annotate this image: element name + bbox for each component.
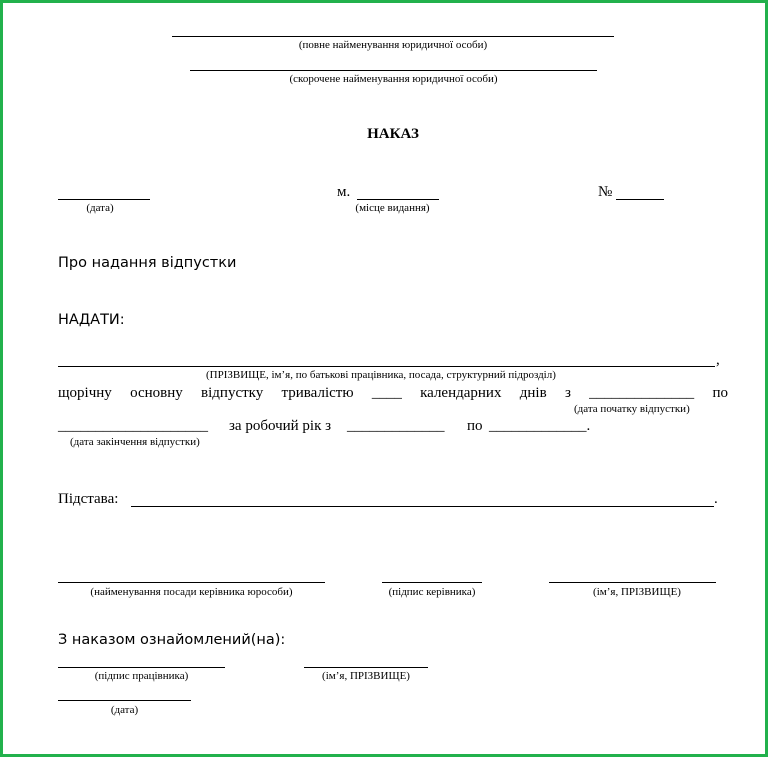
word-by: по xyxy=(467,418,483,434)
date-line[interactable] xyxy=(58,199,150,200)
end-date-blank[interactable]: ____________________ xyxy=(58,418,208,434)
document-title: НАКАЗ xyxy=(367,126,419,142)
start-date-caption: (дата початку відпустки) xyxy=(574,403,690,415)
full-name-caption: (повне найменування юридичної особи) xyxy=(298,39,488,51)
employee-name-caption: (ім’я, ПРІЗВИЩЕ) xyxy=(322,670,410,682)
director-signature-caption: (підпис керівника) xyxy=(388,586,476,598)
position-caption: (найменування посади керівника юрособи) xyxy=(90,586,293,598)
year-from-blank[interactable]: _____________ xyxy=(347,418,445,434)
order-word: НАДАТИ: xyxy=(58,312,125,328)
employee-line[interactable] xyxy=(58,366,715,367)
place-line[interactable] xyxy=(357,199,439,200)
acquainted-date-caption: (дата) xyxy=(110,704,139,716)
date-caption: (дата) xyxy=(86,202,114,214)
short-name-caption: (скорочене найменування юридичної особи) xyxy=(289,73,498,85)
position-line[interactable] xyxy=(58,582,325,583)
word-duration: тривалістю xyxy=(281,385,354,401)
place-caption: (місце видання) xyxy=(355,202,430,214)
employee-name-line[interactable] xyxy=(304,667,428,668)
vacation-line xyxy=(58,385,728,402)
number-line[interactable] xyxy=(616,199,664,200)
employee-signature-caption: (підпис працівника) xyxy=(94,670,189,682)
end-date-caption: (дата закінчення відпустки) xyxy=(70,436,200,448)
word-from: з xyxy=(564,385,571,401)
word-to: по xyxy=(712,385,728,401)
work-year-text: за робочий рік з xyxy=(229,418,332,434)
employee-comma: , xyxy=(716,352,720,368)
word-days: днів xyxy=(519,385,547,401)
basis-label: Підстава: xyxy=(58,491,119,507)
acquainted-label: З наказом ознайомлений(на): xyxy=(58,632,286,648)
director-signature-line[interactable] xyxy=(382,582,482,583)
start-date-blank[interactable]: ______________ xyxy=(589,385,695,401)
word-main: основну xyxy=(130,385,183,401)
days-count-blank[interactable]: ____ xyxy=(371,385,402,401)
word-annual: щорічну xyxy=(58,385,112,401)
director-name-line[interactable] xyxy=(549,582,716,583)
full-name-line[interactable] xyxy=(172,36,614,37)
director-name-caption: (ім’я, ПРІЗВИЩЕ) xyxy=(593,586,681,598)
employee-caption: (ПРІЗВИЩЕ, ім’я, по батькові працівника, посада, структурний підрозділ) xyxy=(206,369,556,381)
word-vacation: відпустку xyxy=(201,385,264,401)
order-subject: Про надання відпустки xyxy=(58,255,237,271)
employee-signature-line[interactable] xyxy=(58,667,225,668)
basis-line[interactable] xyxy=(131,506,714,507)
basis-end: . xyxy=(714,491,718,507)
word-calendar: календарних xyxy=(420,385,502,401)
number-prefix: № xyxy=(598,184,613,200)
acquainted-date-line[interactable] xyxy=(58,700,191,701)
short-name-line[interactable] xyxy=(190,70,597,71)
year-to-blank[interactable]: _____________. xyxy=(489,418,591,434)
city-prefix: м. xyxy=(337,184,351,200)
